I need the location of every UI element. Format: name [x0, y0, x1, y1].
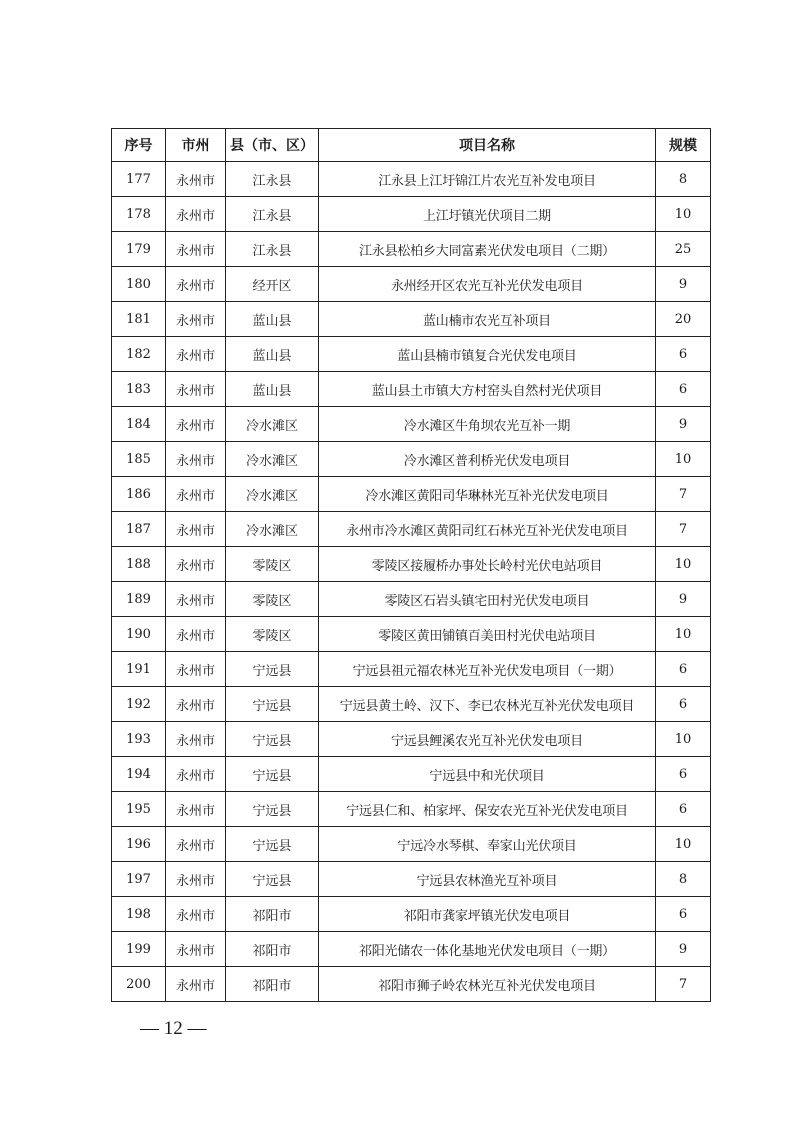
cell-scale: 6: [656, 652, 711, 687]
cell-scale: 20: [656, 302, 711, 337]
table-row: [112, 372, 711, 407]
table-row: [112, 687, 711, 722]
cell-scale: 9: [656, 932, 711, 967]
cell-county: 蓝山县: [226, 372, 319, 407]
cell-index: 179: [112, 232, 166, 267]
cell-scale: 8: [656, 862, 711, 897]
cell-scale: 6: [656, 687, 711, 722]
cell-county: 零陵区: [226, 617, 319, 652]
cell-city: 永州市: [166, 827, 226, 862]
cell-county: 冷水滩区: [226, 442, 319, 477]
table-row: [112, 827, 711, 862]
cell-index: 181: [112, 302, 166, 337]
cell-index: 186: [112, 477, 166, 512]
table-row: [112, 407, 711, 442]
cell-scale: 25: [656, 232, 711, 267]
table-row: [112, 967, 711, 1002]
table-row: [112, 442, 711, 477]
table-row: [112, 862, 711, 897]
cell-project-name: 上江圩镇光伏项目二期: [319, 197, 656, 232]
cell-project-name: 冷水滩区普利桥光伏发电项目: [319, 442, 656, 477]
cell-scale: 8: [656, 162, 711, 197]
cell-city: 永州市: [166, 862, 226, 897]
cell-scale: 9: [656, 407, 711, 442]
table-row: [112, 757, 711, 792]
cell-city: 永州市: [166, 582, 226, 617]
cell-county: 宁远县: [226, 722, 319, 757]
table-row: [112, 652, 711, 687]
cell-county: 冷水滩区: [226, 407, 319, 442]
cell-county: 江永县: [226, 197, 319, 232]
cell-county: 祁阳市: [226, 932, 319, 967]
cell-scale: 7: [656, 512, 711, 547]
cell-scale: 9: [656, 267, 711, 302]
cell-scale: 6: [656, 337, 711, 372]
cell-city: 永州市: [166, 687, 226, 722]
cell-city: 永州市: [166, 652, 226, 687]
table-body: [112, 162, 711, 1002]
cell-city: 永州市: [166, 407, 226, 442]
cell-city: 永州市: [166, 897, 226, 932]
table-row: [112, 197, 711, 232]
cell-project-name: 宁远县祖元福农林光互补光伏发电项目（一期）: [319, 652, 656, 687]
cell-project-name: 宁远县中和光伏项目: [319, 757, 656, 792]
cell-county: 冷水滩区: [226, 477, 319, 512]
table-row: [112, 162, 711, 197]
header-city: 市州: [166, 129, 226, 162]
cell-index: 197: [112, 862, 166, 897]
cell-city: 永州市: [166, 232, 226, 267]
cell-scale: 7: [656, 967, 711, 1002]
cell-project-name: 零陵区石岩头镇宅田村光伏发电项目: [319, 582, 656, 617]
cell-city: 永州市: [166, 442, 226, 477]
cell-county: 宁远县: [226, 757, 319, 792]
cell-project-name: 祁阳光储农一体化基地光伏发电项目（一期）: [319, 932, 656, 967]
cell-county: 祁阳市: [226, 897, 319, 932]
cell-city: 永州市: [166, 337, 226, 372]
table-row: [112, 617, 711, 652]
table-header-row: [112, 129, 711, 162]
cell-index: 177: [112, 162, 166, 197]
cell-county: 祁阳市: [226, 967, 319, 1002]
cell-county: 零陵区: [226, 582, 319, 617]
cell-index: 195: [112, 792, 166, 827]
cell-scale: 10: [656, 722, 711, 757]
cell-scale: 9: [656, 582, 711, 617]
cell-index: 196: [112, 827, 166, 862]
cell-index: 187: [112, 512, 166, 547]
cell-project-name: 祁阳市狮子岭农林光互补光伏发电项目: [319, 967, 656, 1002]
cell-city: 永州市: [166, 547, 226, 582]
cell-index: 189: [112, 582, 166, 617]
cell-index: 194: [112, 757, 166, 792]
cell-city: 永州市: [166, 162, 226, 197]
cell-project-name: 永州市冷水滩区黄阳司红石林光互补光伏发电项目: [319, 512, 656, 547]
table-row: [112, 722, 711, 757]
cell-scale: 10: [656, 617, 711, 652]
table-row: [112, 232, 711, 267]
cell-project-name: 宁远县仁和、柏家坪、保安农光互补光伏发电项目: [319, 792, 656, 827]
header-index: 序号: [112, 129, 166, 162]
cell-county: 零陵区: [226, 547, 319, 582]
cell-scale: 6: [656, 372, 711, 407]
cell-project-name: 祁阳市龚家坪镇光伏发电项目: [319, 897, 656, 932]
cell-project-name: 蓝山县楠市镇复合光伏发电项目: [319, 337, 656, 372]
cell-project-name: 零陵区黄田铺镇百美田村光伏电站项目: [319, 617, 656, 652]
cell-project-name: 零陵区接履桥办事处长岭村光伏电站项目: [319, 547, 656, 582]
cell-index: 188: [112, 547, 166, 582]
cell-project-name: 宁远县农林渔光互补项目: [319, 862, 656, 897]
cell-project-name: 蓝山县土市镇大方村窑头自然村光伏项目: [319, 372, 656, 407]
cell-scale: 10: [656, 547, 711, 582]
cell-scale: 6: [656, 897, 711, 932]
cell-scale: 6: [656, 757, 711, 792]
header-county: 县（市、区）: [226, 129, 319, 162]
cell-project-name: 冷水滩区牛角坝农光互补一期: [319, 407, 656, 442]
cell-city: 永州市: [166, 967, 226, 1002]
cell-county: 宁远县: [226, 652, 319, 687]
cell-city: 永州市: [166, 617, 226, 652]
cell-index: 184: [112, 407, 166, 442]
header-project-name: 项目名称: [319, 129, 656, 162]
table-row: [112, 547, 711, 582]
table-row: [112, 932, 711, 967]
table-row: [112, 512, 711, 547]
cell-county: 宁远县: [226, 862, 319, 897]
table-row: [112, 582, 711, 617]
cell-county: 江永县: [226, 162, 319, 197]
cell-scale: 7: [656, 477, 711, 512]
cell-project-name: 江永县松柏乡大同富素光伏发电项目（二期）: [319, 232, 656, 267]
cell-index: 185: [112, 442, 166, 477]
table-row: [112, 477, 711, 512]
cell-county: 宁远县: [226, 792, 319, 827]
table-row: [112, 897, 711, 932]
table-row: [112, 337, 711, 372]
cell-city: 永州市: [166, 302, 226, 337]
cell-index: 180: [112, 267, 166, 302]
cell-project-name: 蓝山楠市农光互补项目: [319, 302, 656, 337]
cell-index: 193: [112, 722, 166, 757]
table-row: [112, 302, 711, 337]
cell-index: 192: [112, 687, 166, 722]
cell-project-name: 永州经开区农光互补光伏发电项目: [319, 267, 656, 302]
cell-city: 永州市: [166, 932, 226, 967]
cell-city: 永州市: [166, 372, 226, 407]
project-table: [111, 128, 711, 1002]
cell-scale: 10: [656, 827, 711, 862]
cell-index: 191: [112, 652, 166, 687]
cell-scale: 6: [656, 792, 711, 827]
cell-scale: 10: [656, 442, 711, 477]
cell-index: 182: [112, 337, 166, 372]
cell-project-name: 江永县上江圩锦江片农光互补发电项目: [319, 162, 656, 197]
cell-project-name: 宁远县黄土岭、汉下、李已农林光互补光伏发电项目: [319, 687, 656, 722]
cell-city: 永州市: [166, 757, 226, 792]
table-row: [112, 792, 711, 827]
cell-county: 经开区: [226, 267, 319, 302]
cell-city: 永州市: [166, 477, 226, 512]
cell-index: 198: [112, 897, 166, 932]
cell-county: 江永县: [226, 232, 319, 267]
cell-project-name: 宁远冷水琴棋、奉家山光伏项目: [319, 827, 656, 862]
cell-project-name: 宁远县鲤溪农光互补光伏发电项目: [319, 722, 656, 757]
table-row: [112, 267, 711, 302]
cell-project-name: 冷水滩区黄阳司华琳林光互补光伏发电项目: [319, 477, 656, 512]
cell-county: 蓝山县: [226, 337, 319, 372]
cell-city: 永州市: [166, 512, 226, 547]
cell-index: 190: [112, 617, 166, 652]
cell-city: 永州市: [166, 792, 226, 827]
page-number: — 12 —: [140, 1018, 207, 1039]
cell-county: 宁远县: [226, 827, 319, 862]
header-scale: 规模: [656, 129, 711, 162]
cell-county: 蓝山县: [226, 302, 319, 337]
cell-index: 200: [112, 967, 166, 1002]
cell-index: 178: [112, 197, 166, 232]
cell-city: 永州市: [166, 267, 226, 302]
cell-scale: 10: [656, 197, 711, 232]
cell-city: 永州市: [166, 722, 226, 757]
cell-index: 183: [112, 372, 166, 407]
cell-city: 永州市: [166, 197, 226, 232]
cell-county: 宁远县: [226, 687, 319, 722]
cell-index: 199: [112, 932, 166, 967]
cell-county: 冷水滩区: [226, 512, 319, 547]
